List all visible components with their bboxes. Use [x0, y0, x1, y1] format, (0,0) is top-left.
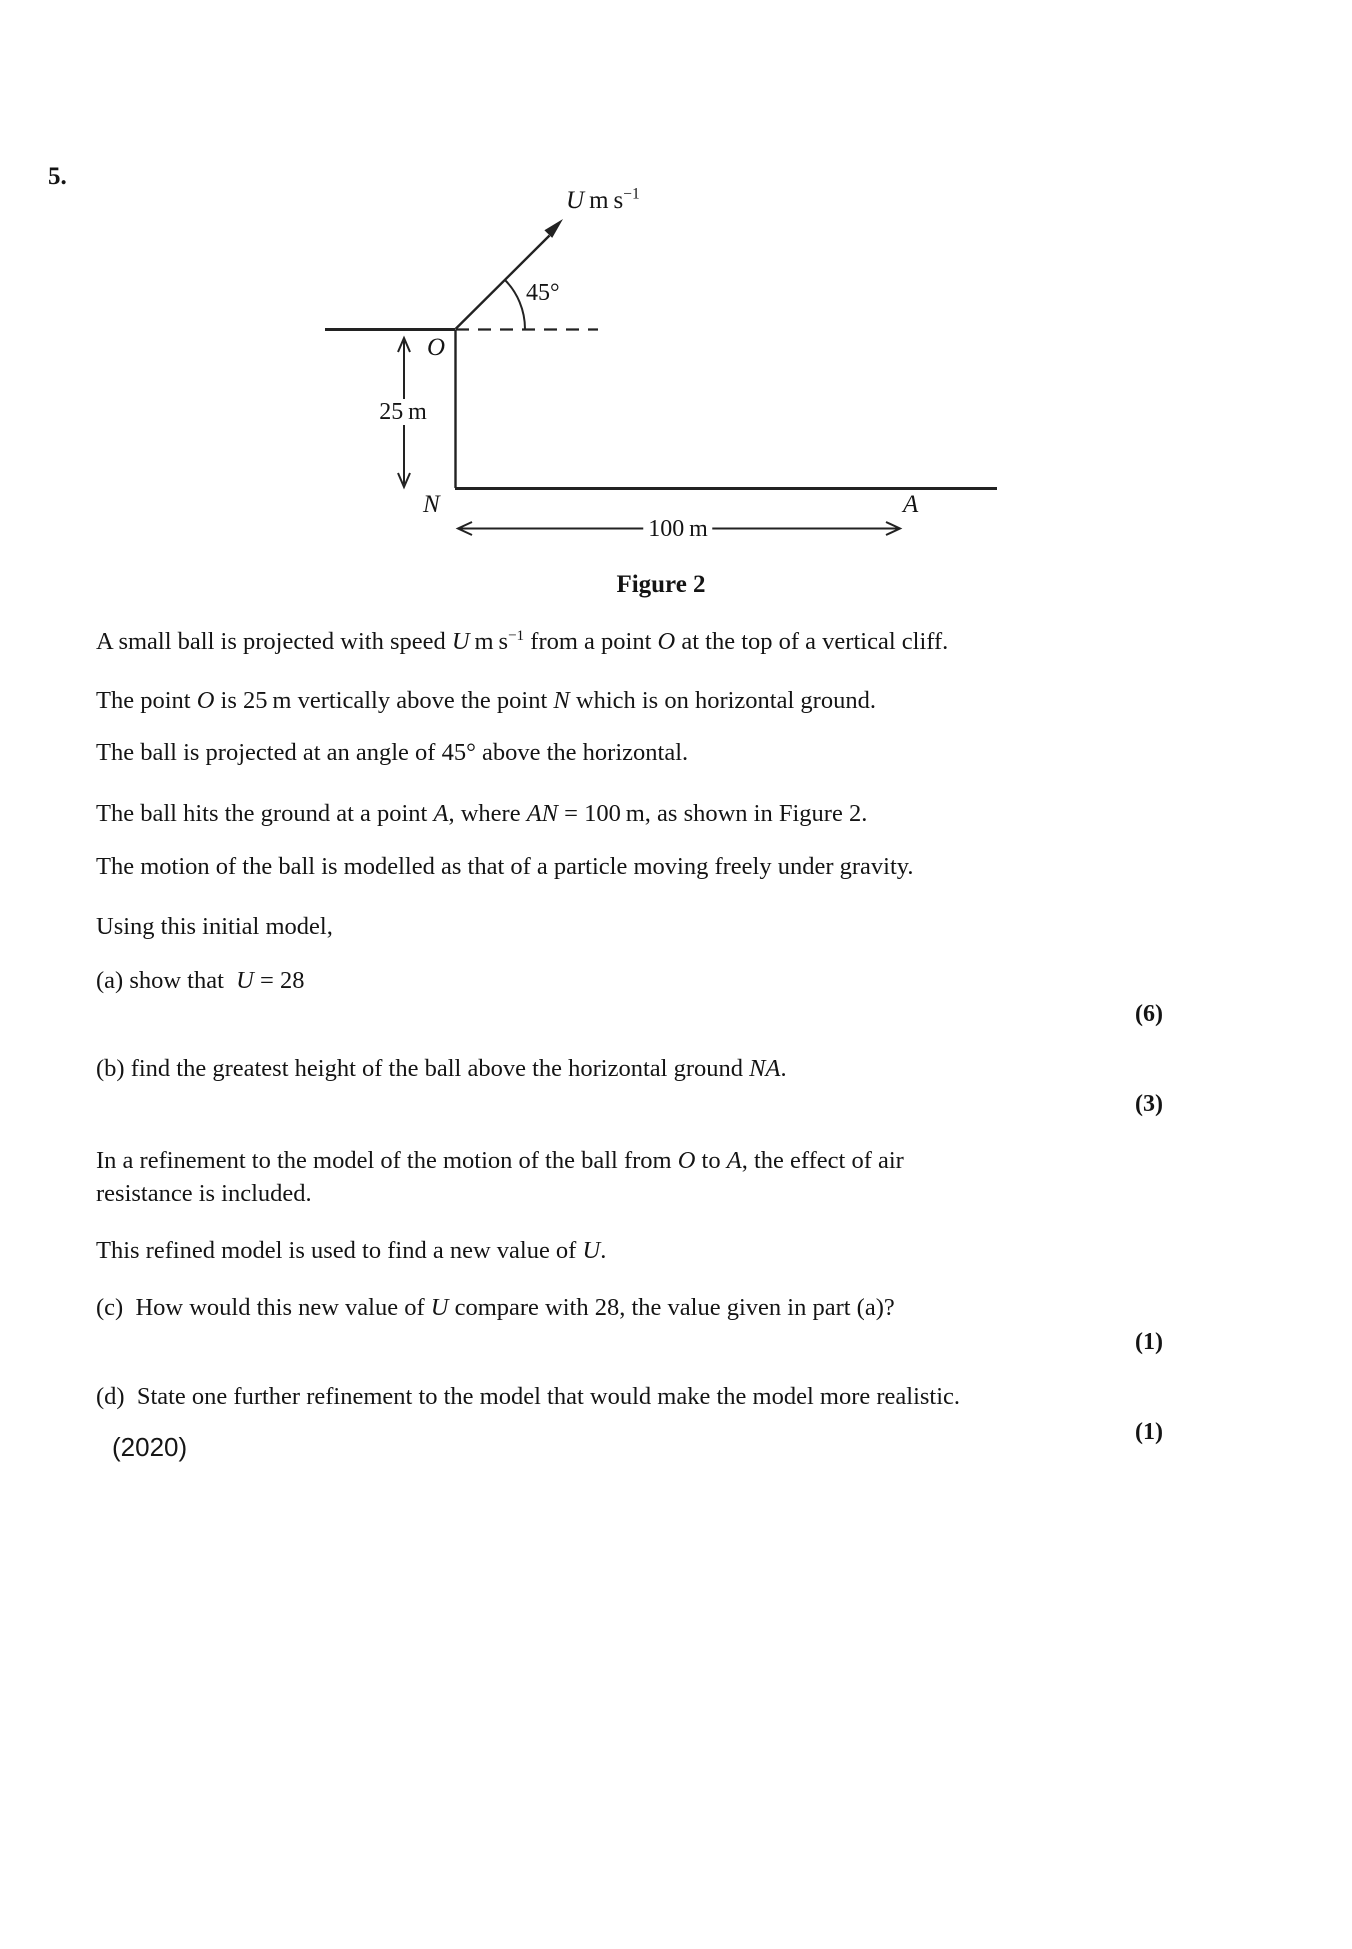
velocity-arrowhead — [544, 219, 563, 238]
question-number: 5. — [48, 163, 67, 190]
paragraph-refined-use: This refined model is used to find a new value of U. — [96, 1237, 607, 1264]
paragraph-refinement-line2: resistance is included. — [96, 1180, 312, 1207]
part-d-marks: (1) — [1135, 1419, 1163, 1445]
angle-label: 45° — [526, 280, 560, 306]
paragraph-using-model: Using this initial model, — [96, 913, 333, 940]
part-b-marks: (3) — [1135, 1091, 1163, 1117]
paragraph-intro: A small ball is projected with speed U m $s^{-1}$ from a point O at the top of a vertical cliff. — [96, 626, 949, 655]
angle-arc — [505, 280, 526, 330]
part-c-marks: (1) — [1135, 1329, 1163, 1355]
part-b-question: (b) find the greatest height of the ball above the horizontal ground NA. — [96, 1055, 787, 1082]
paragraph-hits-ground: The ball hits the ground at a point A, where AN = 100 m, as shown in Figure 2. — [96, 800, 868, 827]
part-d-question: (d) State one further refinement to the model that would make the model more realistic. — [96, 1383, 961, 1410]
part-c-question: (c) How would this new value of U compare with 28, the value given in part (a)? — [96, 1294, 895, 1321]
cliff-height-label: 25 m — [374, 399, 431, 425]
figure-caption: Figure 2 — [616, 571, 706, 598]
point-o-label: O — [427, 334, 446, 361]
point-n-label: N — [423, 491, 440, 518]
point-a-label: A — [903, 491, 919, 518]
part-a-question: (a) show that U = 28 — [96, 967, 305, 994]
paragraph-angle: The ball is projected at an angle of 45° above the horizontal. — [96, 739, 689, 766]
ground-distance-label: 100 m — [643, 516, 712, 542]
paragraph-point-o: The point O is 25 m vertically above the point N which is on horizontal ground. — [96, 687, 876, 714]
part-a-marks: (6) — [1135, 1001, 1163, 1027]
year-label: (2020) — [112, 1432, 188, 1462]
paragraph-model: The motion of the ball is modelled as that of a particle moving freely under gravity. — [96, 853, 914, 880]
figure-diagram — [0, 0, 1352, 660]
paragraph-refinement-line1: In a refinement to the model of the motion of the ball from O to A, the effect of air — [96, 1147, 904, 1174]
velocity-label: U m $s^{-1}$ — [566, 185, 640, 214]
